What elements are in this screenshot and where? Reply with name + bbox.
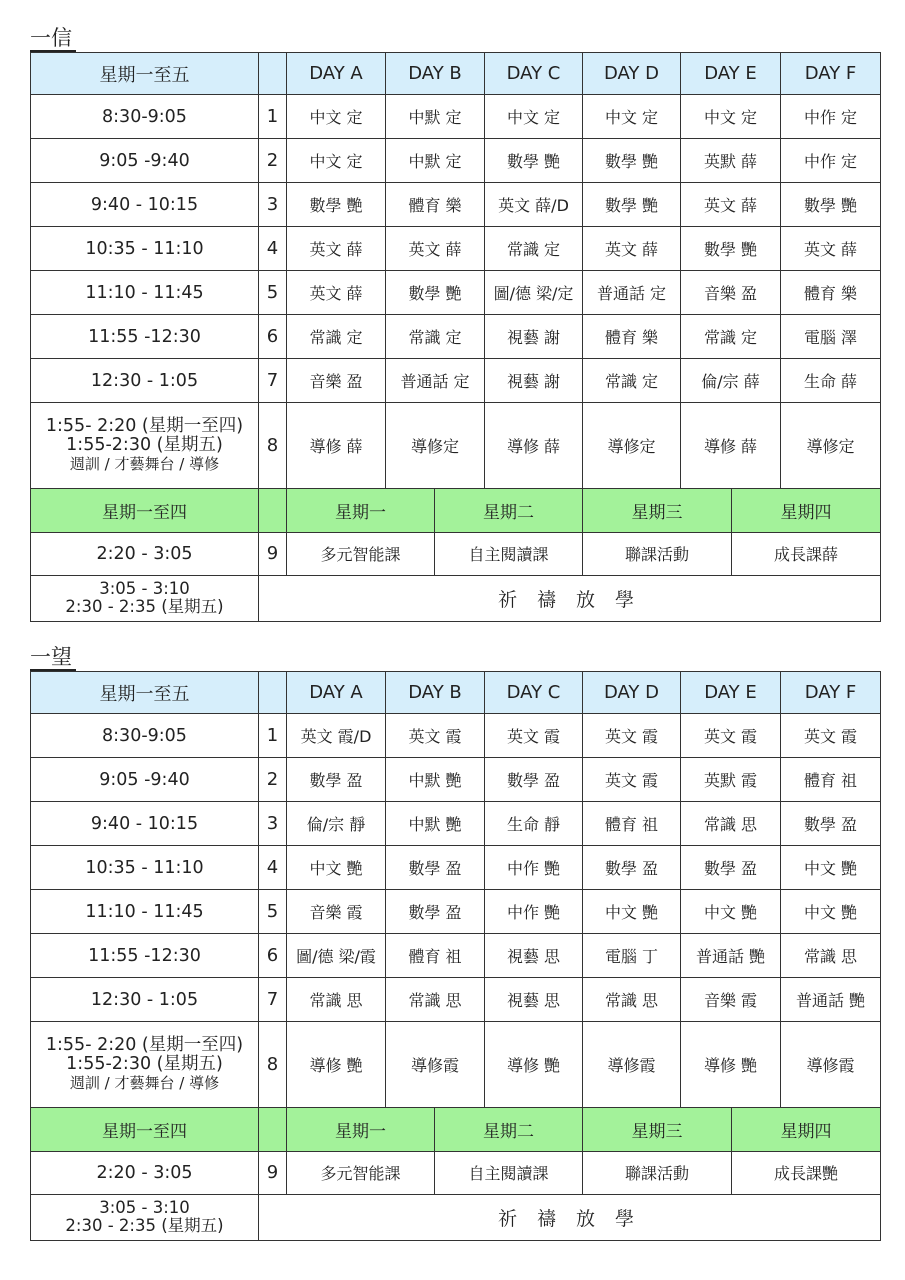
dismissal-row	[31, 1194, 881, 1240]
header-row	[31, 672, 881, 714]
lesson-cell: 英文 薛	[681, 183, 781, 227]
lesson-cell: 中默 定	[386, 139, 485, 183]
header-day: DAY C	[485, 672, 583, 714]
time-line: 2:30 - 2:35 (星期五)	[65, 1216, 224, 1236]
lesson-cell: 常識 定	[681, 315, 781, 359]
time-line: 3:05 - 3:10	[99, 579, 190, 599]
lesson-cell: 體育 樂	[781, 271, 881, 315]
time-line: 1:55- 2:20 (星期一至四)	[45, 416, 244, 436]
header-day: DAY C	[485, 53, 583, 95]
period-number: 1	[259, 95, 287, 139]
period-number: 6	[259, 934, 287, 978]
lesson-cell: 中默 艷	[386, 758, 485, 802]
class-title: 一望	[30, 645, 76, 671]
activity-cell: 聯課活動	[583, 532, 732, 575]
header-day: DAY B	[386, 672, 485, 714]
lesson-cell: 數學 艷	[386, 271, 485, 315]
lesson-cell: 中文 艷	[583, 890, 681, 934]
lesson-cell: 常識 思	[681, 802, 781, 846]
header-day: DAY F	[781, 53, 881, 95]
period-time-multiline	[31, 1022, 259, 1108]
lesson-cell: 常識 思	[781, 934, 881, 978]
period-number: 8	[259, 403, 287, 489]
lesson-cell: 導修定	[781, 403, 881, 489]
weekday-header-row	[31, 488, 881, 532]
lesson-cell: 倫/宗 靜	[287, 802, 386, 846]
period-number: 3	[259, 183, 287, 227]
activity-cell: 成長課艷	[732, 1151, 881, 1194]
lesson-cell: 導修定	[583, 403, 681, 489]
timetable-weekday-section	[30, 488, 881, 622]
lesson-cell: 視藝 謝	[485, 315, 583, 359]
lesson-cell: 數學 盈	[781, 802, 881, 846]
header-weekday: 星期四	[732, 488, 881, 532]
lesson-cell: 數學 盈	[287, 758, 386, 802]
period-time: 2:20 - 3:05	[31, 532, 259, 575]
period-time: 11:10 - 11:45	[31, 890, 259, 934]
header-weekday-range: 星期一至四	[31, 488, 259, 532]
lesson-cell: 中作 定	[781, 95, 881, 139]
lesson-cell: 常識 定	[485, 227, 583, 271]
lesson-cell: 英文 霞	[781, 714, 881, 758]
period-time: 10:35 - 11:10	[31, 846, 259, 890]
lesson-cell: 導修霞	[583, 1022, 681, 1108]
lesson-cell: 生命 薛	[781, 359, 881, 403]
header-day: DAY A	[287, 672, 386, 714]
lesson-cell: 數學 艷	[781, 183, 881, 227]
period-row	[31, 890, 881, 934]
period-time: 9:40 - 10:15	[31, 802, 259, 846]
lesson-cell: 中文 定	[287, 139, 386, 183]
activity-cell: 成長課薛	[732, 532, 881, 575]
lesson-cell: 中默 艷	[386, 802, 485, 846]
header-day: DAY E	[681, 672, 781, 714]
period-row	[31, 315, 881, 359]
lesson-cell: 導修霞	[781, 1022, 881, 1108]
period-row	[31, 978, 881, 1022]
period-row-9	[31, 1151, 881, 1194]
lesson-cell: 中文 定	[485, 95, 583, 139]
lesson-cell: 數學 艷	[583, 139, 681, 183]
lesson-cell: 體育 樂	[386, 183, 485, 227]
lesson-cell: 英文 霞/D	[287, 714, 386, 758]
period-time: 9:05 -9:40	[31, 758, 259, 802]
lesson-cell: 數學 艷	[681, 227, 781, 271]
period-row	[31, 95, 881, 139]
period-number: 5	[259, 890, 287, 934]
period-row	[31, 758, 881, 802]
period-time: 10:35 - 11:10	[31, 227, 259, 271]
lesson-cell: 普通話 定	[583, 271, 681, 315]
lesson-cell: 導修 薛	[681, 403, 781, 489]
lesson-cell: 英默 霞	[681, 758, 781, 802]
header-day: DAY D	[583, 53, 681, 95]
lesson-cell: 電腦 澤	[781, 315, 881, 359]
header-num	[259, 1107, 287, 1151]
dismissal-row	[31, 575, 881, 621]
period-number: 9	[259, 1151, 287, 1194]
lesson-cell: 音樂 盈	[681, 271, 781, 315]
header-weekday: 星期一	[287, 488, 435, 532]
lesson-cell: 英文 霞	[386, 714, 485, 758]
lesson-cell: 圖/德 梁/定	[485, 271, 583, 315]
lesson-cell: 英文 霞	[583, 758, 681, 802]
header-row	[31, 53, 881, 95]
period-row-8	[31, 1022, 881, 1108]
lesson-cell: 普通話 艷	[781, 978, 881, 1022]
lesson-cell: 音樂 盈	[287, 359, 386, 403]
lesson-cell: 數學 艷	[485, 139, 583, 183]
lesson-cell: 英文 霞	[485, 714, 583, 758]
period-time: 12:30 - 1:05	[31, 359, 259, 403]
period-number: 3	[259, 802, 287, 846]
lesson-cell: 倫/宗 薛	[681, 359, 781, 403]
lesson-cell: 生命 靜	[485, 802, 583, 846]
period-time: 8:30-9:05	[31, 714, 259, 758]
lesson-cell: 體育 樂	[583, 315, 681, 359]
lesson-cell: 圖/德 梁/霞	[287, 934, 386, 978]
lesson-cell: 音樂 霞	[681, 978, 781, 1022]
header-weekday: 星期三	[583, 488, 732, 532]
lesson-cell: 導修 艷	[681, 1022, 781, 1108]
period-time: 9:05 -9:40	[31, 139, 259, 183]
timetable-weekday-section	[30, 1107, 881, 1241]
header-day: DAY A	[287, 53, 386, 95]
header-weekday-range: 星期一至五	[31, 672, 259, 714]
lesson-cell: 導修霞	[386, 1022, 485, 1108]
timetable-block-2	[30, 645, 880, 1241]
period-number: 9	[259, 532, 287, 575]
lesson-cell: 視藝 思	[485, 934, 583, 978]
lesson-cell: 普通話 定	[386, 359, 485, 403]
lesson-cell: 中作 定	[781, 139, 881, 183]
header-day: DAY F	[781, 672, 881, 714]
time-note: 週訓 / 才藝舞台 / 導修	[69, 1074, 220, 1092]
period-row	[31, 359, 881, 403]
header-day: DAY D	[583, 672, 681, 714]
lesson-cell: 英文 薛	[287, 271, 386, 315]
period-row-8	[31, 403, 881, 489]
time-line: 1:55- 2:20 (星期一至四)	[45, 1035, 244, 1055]
header-num	[259, 53, 287, 95]
timetable-block-1	[30, 26, 880, 622]
lesson-cell: 數學 盈	[386, 846, 485, 890]
lesson-cell: 常識 定	[583, 359, 681, 403]
lesson-cell: 導修 薛	[485, 403, 583, 489]
lesson-cell: 導修 艷	[287, 1022, 386, 1108]
time-line: 3:05 - 3:10	[99, 1198, 190, 1218]
period-row	[31, 934, 881, 978]
lesson-cell: 中作 艷	[485, 846, 583, 890]
header-weekday: 星期一	[287, 1107, 435, 1151]
lesson-cell: 英文 薛	[781, 227, 881, 271]
activity-cell: 自主閱讀課	[435, 1151, 583, 1194]
header-weekday: 星期二	[435, 488, 583, 532]
lesson-cell: 中文 艷	[681, 890, 781, 934]
lesson-cell: 體育 祖	[583, 802, 681, 846]
activity-cell: 聯課活動	[583, 1151, 732, 1194]
lesson-cell: 體育 祖	[386, 934, 485, 978]
period-number: 2	[259, 758, 287, 802]
lesson-cell: 電腦 丁	[583, 934, 681, 978]
period-time-multiline	[31, 403, 259, 489]
lesson-cell: 英文 薛	[386, 227, 485, 271]
lesson-cell: 數學 艷	[287, 183, 386, 227]
lesson-cell: 常識 思	[287, 978, 386, 1022]
lesson-cell: 視藝 思	[485, 978, 583, 1022]
lesson-cell: 英文 薛	[583, 227, 681, 271]
lesson-cell: 中文 定	[583, 95, 681, 139]
period-time: 11:55 -12:30	[31, 934, 259, 978]
time-note: 週訓 / 才藝舞台 / 導修	[69, 455, 220, 473]
period-number: 4	[259, 846, 287, 890]
period-number: 7	[259, 359, 287, 403]
lesson-cell: 數學 艷	[583, 183, 681, 227]
period-time: 9:40 - 10:15	[31, 183, 259, 227]
header-day: DAY E	[681, 53, 781, 95]
header-weekday-range: 星期一至五	[31, 53, 259, 95]
header-weekday: 星期三	[583, 1107, 732, 1151]
weekday-header-row	[31, 1107, 881, 1151]
lesson-cell: 普通話 艷	[681, 934, 781, 978]
timetable	[30, 52, 881, 489]
period-time: 11:10 - 11:45	[31, 271, 259, 315]
lesson-cell: 英文 薛	[287, 227, 386, 271]
header-num	[259, 488, 287, 532]
lesson-cell: 常識 思	[583, 978, 681, 1022]
time-line: 1:55-2:30 (星期五)	[66, 435, 223, 455]
dismissal-text: 祈 禱 放 學	[259, 575, 881, 621]
lesson-cell: 中文 定	[681, 95, 781, 139]
lesson-cell: 中作 艷	[485, 890, 583, 934]
activity-cell: 自主閱讀課	[435, 532, 583, 575]
period-row-9	[31, 532, 881, 575]
period-number: 6	[259, 315, 287, 359]
lesson-cell: 中文 艷	[287, 846, 386, 890]
timetable	[30, 671, 881, 1108]
period-number: 4	[259, 227, 287, 271]
dismissal-time	[31, 575, 259, 621]
period-row	[31, 714, 881, 758]
header-day: DAY B	[386, 53, 485, 95]
lesson-cell: 英文 薛/D	[485, 183, 583, 227]
period-number: 7	[259, 978, 287, 1022]
lesson-cell: 中文 艷	[781, 890, 881, 934]
period-time: 12:30 - 1:05	[31, 978, 259, 1022]
period-time: 8:30-9:05	[31, 95, 259, 139]
lesson-cell: 中文 定	[287, 95, 386, 139]
period-number: 8	[259, 1022, 287, 1108]
period-row	[31, 139, 881, 183]
lesson-cell: 體育 祖	[781, 758, 881, 802]
header-weekday-range: 星期一至四	[31, 1107, 259, 1151]
lesson-cell: 導修定	[386, 403, 485, 489]
period-time: 2:20 - 3:05	[31, 1151, 259, 1194]
class-title: 一信	[30, 26, 76, 52]
header-num	[259, 672, 287, 714]
period-row	[31, 183, 881, 227]
period-row	[31, 271, 881, 315]
lesson-cell: 英文 霞	[583, 714, 681, 758]
lesson-cell: 常識 定	[386, 315, 485, 359]
lesson-cell: 中文 艷	[781, 846, 881, 890]
lesson-cell: 常識 思	[386, 978, 485, 1022]
lesson-cell: 數學 盈	[386, 890, 485, 934]
lesson-cell: 英默 薛	[681, 139, 781, 183]
header-weekday: 星期四	[732, 1107, 881, 1151]
lesson-cell: 數學 盈	[681, 846, 781, 890]
lesson-cell: 數學 盈	[485, 758, 583, 802]
activity-cell: 多元智能課	[287, 1151, 435, 1194]
lesson-cell: 常識 定	[287, 315, 386, 359]
time-line: 1:55-2:30 (星期五)	[66, 1054, 223, 1074]
lesson-cell: 導修 艷	[485, 1022, 583, 1108]
period-time: 11:55 -12:30	[31, 315, 259, 359]
period-row	[31, 227, 881, 271]
lesson-cell: 導修 薛	[287, 403, 386, 489]
header-weekday: 星期二	[435, 1107, 583, 1151]
period-row	[31, 846, 881, 890]
lesson-cell: 中默 定	[386, 95, 485, 139]
dismissal-text: 祈 禱 放 學	[259, 1194, 881, 1240]
period-row	[31, 802, 881, 846]
lesson-cell: 英文 霞	[681, 714, 781, 758]
lesson-cell: 音樂 霞	[287, 890, 386, 934]
lesson-cell: 數學 盈	[583, 846, 681, 890]
lesson-cell: 視藝 謝	[485, 359, 583, 403]
dismissal-time	[31, 1194, 259, 1240]
period-number: 1	[259, 714, 287, 758]
period-number: 5	[259, 271, 287, 315]
period-number: 2	[259, 139, 287, 183]
time-line: 2:30 - 2:35 (星期五)	[65, 597, 224, 617]
activity-cell: 多元智能課	[287, 532, 435, 575]
